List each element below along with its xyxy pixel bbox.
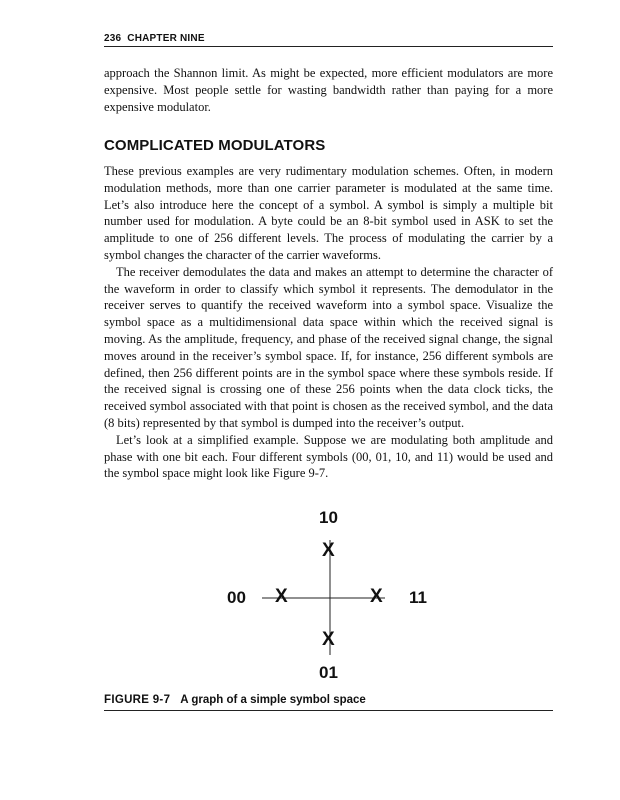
figure-caption [104,694,553,711]
paragraph: Let’s look at a simplified example. Suppose we are modulating both amplitude and phase with one bit each. Four different symbols (00, 01, 10, and 11) would be used and the symbol space might look like Figure 9-7. [104,432,553,481]
symbol-marker-11: X [370,586,383,607]
paragraph: These previous examples are very rudimentary modulation schemes. Often, in modern modulation methods, more than one carrier parameter is modulated at the same time. Let’s also introduce here the concept of a symbol. A symbol is simply a multiple bit number used for modulation. A byte could be an 8-bit symbol used in ASK to set the amplitude to one of 256 different levels. The process of modulating the carrier by a symbol changes the character of the carrier waveforms. [104,164,553,262]
label-01: 01 [319,663,338,682]
symbol-space-figure [200,500,460,690]
symbol-marker-01: X [322,629,335,650]
section-heading: COMPLICATED MODULATORS [104,137,326,154]
paragraph: approach the Shannon limit. As might be expected, more efficient modulators are more expensive. Most people settle for wasting bandwidth rather than paying for a more expensive modulator. [104,66,553,114]
chapter-title: CHAPTER NINE [127,33,205,44]
page-number: 236 [104,33,122,44]
section-body [104,163,553,482]
label-10: 10 [319,508,338,527]
figure-caption-text: A graph of a simple symbol space [180,694,366,706]
symbol-marker-10: X [322,540,335,561]
paragraph: The receiver demodulates the data and makes an attempt to determine the character of the waveform in order to classify which symbol it represents. The demodulator in the receiver serves to quantify the received waveform into a symbol space. Visualize the symbol space as a multidimensional data space within which the received signal is moving. As the amplitude, frequency, and phase of the received signal change, the signal moves around in the receiver’s symbol space. If, for instance, 256 different symbols are defined, then 256 different points are in the symbol space where these symbols reside. If the received signal is crossing one of these 256 points when the data clock ticks, the received symbol associated with that point is chosen as the received symbol, and the data (8 bits) represented by that symbol is dumped into the receiver’s output. [104,264,553,430]
label-11: 11 [409,588,427,607]
intro-text [104,65,553,115]
figure-number: FIGURE 9-7 [104,694,171,706]
label-00: 00 [227,588,246,607]
running-header [104,34,553,47]
symbol-marker-00: X [275,586,288,607]
